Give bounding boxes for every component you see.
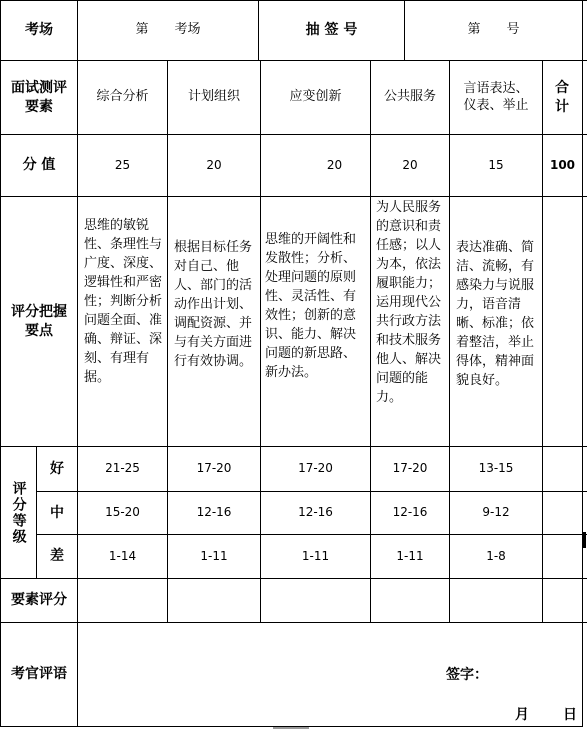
- grade-mid-analysis: 15-20: [105, 505, 140, 520]
- score-total: 100: [549, 157, 576, 172]
- grade-good-adaptability: 17-20: [298, 461, 333, 476]
- grade-poor-analysis: 1-14: [108, 548, 137, 563]
- score-public-service: 20: [402, 157, 418, 172]
- key-point-planning: 根据目标任务对自己、他人、部门的活动作出计划、调配资源、并与有关方面进行有效协调。: [174, 240, 253, 369]
- criterion-analysis: 综合分析: [96, 89, 149, 105]
- venue-label: 考场: [25, 22, 53, 39]
- element-score-label: 要素评分: [11, 592, 67, 609]
- grade-mid-adaptability: 12-16: [298, 505, 333, 520]
- lot-number-value: 第 号: [467, 22, 520, 38]
- element-score-analysis-cell[interactable]: [78, 579, 167, 622]
- grade-poor-expression: 1-8: [486, 548, 506, 563]
- grade-section-label: 评分等级: [10, 480, 27, 545]
- comments-area[interactable]: [78, 623, 582, 726]
- grade-good-expression: 13-15: [478, 461, 514, 476]
- rule-after-scores: [0, 196, 587, 197]
- grade-good-planning: 17-20: [196, 461, 232, 476]
- criterion-adaptability: 应变创新: [289, 89, 342, 105]
- element-score-adaptability-cell[interactable]: [261, 579, 370, 622]
- score-adaptability: 20: [326, 157, 343, 172]
- grade-level-mid: 中: [50, 504, 64, 521]
- grade-mid-expression: 9-12: [482, 505, 510, 520]
- score-label: 分 值: [22, 157, 56, 174]
- score-planning: 20: [206, 157, 222, 172]
- element-score-planning-cell[interactable]: [168, 579, 260, 622]
- comments-label: 考官评语: [11, 666, 67, 683]
- criterion-planning: 计划组织: [187, 89, 240, 105]
- element-score-public-service-cell[interactable]: [371, 579, 449, 622]
- grade-good-analysis: 21-25: [105, 461, 140, 476]
- venue-value: 第 考场: [135, 22, 201, 38]
- grade-level-good: 好: [50, 460, 64, 477]
- lot-number-label: 抽 签 号: [305, 22, 358, 39]
- edge-mark: [583, 532, 586, 548]
- day-label: 日: [563, 706, 577, 723]
- grade-mid-planning: 12-16: [196, 505, 232, 520]
- month-label: 月: [515, 706, 529, 723]
- key-point-expression: 表达准确、简洁、流畅，有感染力与说服力，语音清晰、标准；依着整洁，举止得体，精神面貌良好。: [456, 240, 535, 388]
- grade-good-public-service: 17-20: [392, 461, 428, 476]
- rule-right: [582, 0, 583, 727]
- criterion-expression: 言语表达、仪表、举止: [463, 80, 529, 113]
- grade-poor-public-service: 1-11: [396, 548, 424, 563]
- grade-poor-adaptability: 1-11: [301, 548, 330, 563]
- score-analysis: 25: [114, 157, 131, 172]
- element-score-expression-cell[interactable]: [450, 579, 542, 622]
- criteria-label: 面试测评要素: [11, 80, 67, 115]
- signature-label: 签字：: [446, 666, 488, 683]
- criterion-public-service: 公共服务: [383, 89, 436, 105]
- grade-poor-planning: 1-11: [200, 548, 228, 563]
- score-expression: 15: [488, 157, 504, 172]
- grade-level-poor: 差: [50, 548, 64, 565]
- key-points-label: 评分把握要点: [11, 304, 67, 339]
- total-label: 合计: [555, 80, 569, 115]
- key-point-public-service: 为人民服务的意识和责任感；以人为本，依法履职能力；运用现代公共行政方法和技术服务他人、解决问题的能力。: [376, 200, 442, 405]
- element-score-total-cell[interactable]: [543, 579, 582, 622]
- grade-mid-public-service: 12-16: [392, 505, 428, 520]
- key-point-analysis: 思维的敏锐性、条理性与广度、深度、逻辑性和严密性；判断分析问题全面、准确、辩证、深刻、有理有据。: [84, 218, 163, 385]
- key-point-adaptability: 思维的开阔性和发散性；分析、处理问题的原则性、灵活性、有效性；创新的意识、能力、解决问题的新思路、新办法。: [265, 232, 357, 380]
